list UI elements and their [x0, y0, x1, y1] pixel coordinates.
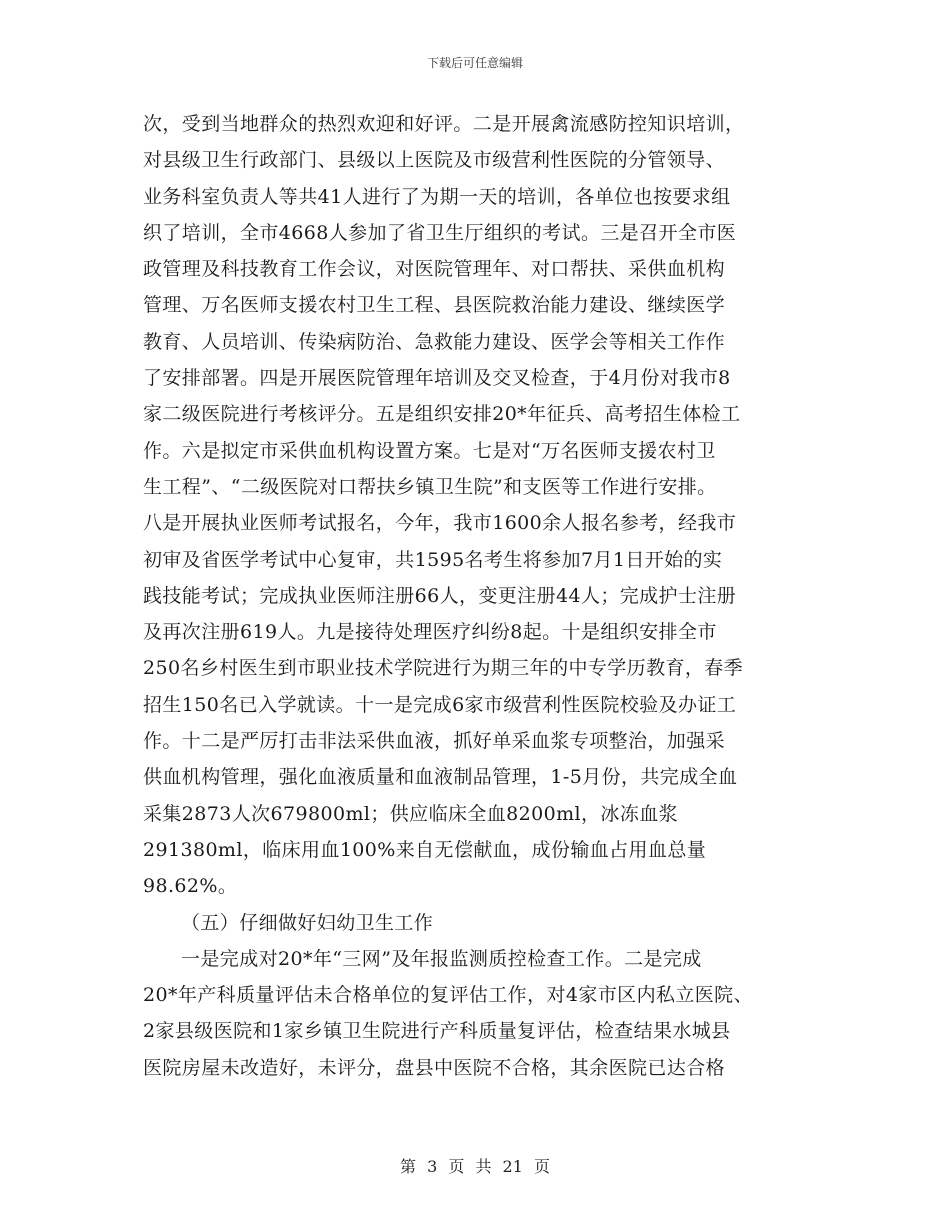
body-line: 业务科室负责人等共41人进行了为期一天的培训，各单位也按要求组	[143, 185, 731, 208]
document-body	[143, 106, 815, 1086]
page-header-note: 下载后可任意编辑	[426, 56, 523, 70]
body-line: 教育、人员培训、传染病防治、急救能力建设、医学会等相关工作作	[143, 330, 726, 353]
body-line: 家二级医院进行考核评分。五是组织安排20*年征兵、高考招生体检工	[143, 403, 741, 426]
page-number-footer: 第 3 页 共 21 页	[400, 1157, 550, 1176]
body-line: 对县级卫生行政部门、县级以上医院及市级营利性医院的分管领导、	[143, 149, 726, 172]
body-line: 20*年产科质量评估未合格单位的复评估工作，对4家市区内私立医院、	[143, 984, 753, 1007]
body-line: 八是开展执业医师考试报名，今年，我市1600余人报名参考，经我市	[143, 512, 737, 535]
body-line: 招生150名已入学就读。十一是完成6家市级营利性医院校验及办证工	[143, 693, 737, 716]
body-line: 采集2873人次679800ml；供应临床全血8200ml，冰冻血浆	[143, 802, 679, 825]
body-line: 250名乡村医生到市职业技术学院进行为期三年的中专学历教育，春季	[143, 657, 744, 680]
body-line: 2家县级医院和1家乡镇卫生院进行产科质量复评估，检查结果水城县	[143, 1020, 731, 1043]
body-line: 及再次注册619人。九是接待处理医疗纠纷8起。十是组织安排全市	[143, 621, 717, 644]
body-line: 初审及省医学考试中心复审，共1595名考生将参加7月1日开始的实	[143, 548, 723, 571]
body-line: 291380ml，临床用血100%来自无偿献血，成份输血占用血总量	[143, 838, 707, 861]
body-line: 作。六是拟定市采供血机构设置方案。七是对“万名医师支援农村卫	[143, 439, 716, 462]
body-line: 供血机构管理，强化血液质量和血液制品管理，1-5月份，共完成全血	[143, 766, 738, 789]
body-line: 一是完成对20*年“三网”及年报监测质控检查工作。二是完成	[181, 947, 702, 970]
body-line: 政管理及科技教育工作会议，对医院管理年、对口帮扶、采供血机构	[143, 258, 726, 281]
body-line: 管理、万名医师支援农村卫生工程、县医院救治能力建设、继续医学	[143, 294, 726, 317]
section-heading: （五）仔细做好妇幼卫生工作	[181, 911, 434, 934]
body-line: 医院房屋未改造好，未评分，盘县中医院不合格，其余医院已达合格	[143, 1056, 726, 1079]
body-line: 了安排部署。四是开展医院管理年培训及交叉检查，于4月份对我市8	[143, 367, 731, 390]
body-line: 次，受到当地群众的热烈欢迎和好评。二是开展禽流感防控知识培训，	[143, 113, 745, 135]
body-line: 生工程”、“二级医院对口帮扶乡镇卫生院”和支医等工作进行安排。	[143, 475, 717, 498]
body-line: 践技能考试；完成执业医师注册66人，变更注册44人；完成护士注册	[143, 584, 737, 607]
body-line: 作。十二是严厉打击非法采供血液，抓好单采血浆专项整治，加强采	[143, 730, 726, 753]
body-line: 织了培训，全市4668人参加了省卫生厅组织的考试。三是召开全市医	[143, 221, 737, 244]
body-line: 98.62%。	[143, 875, 238, 898]
